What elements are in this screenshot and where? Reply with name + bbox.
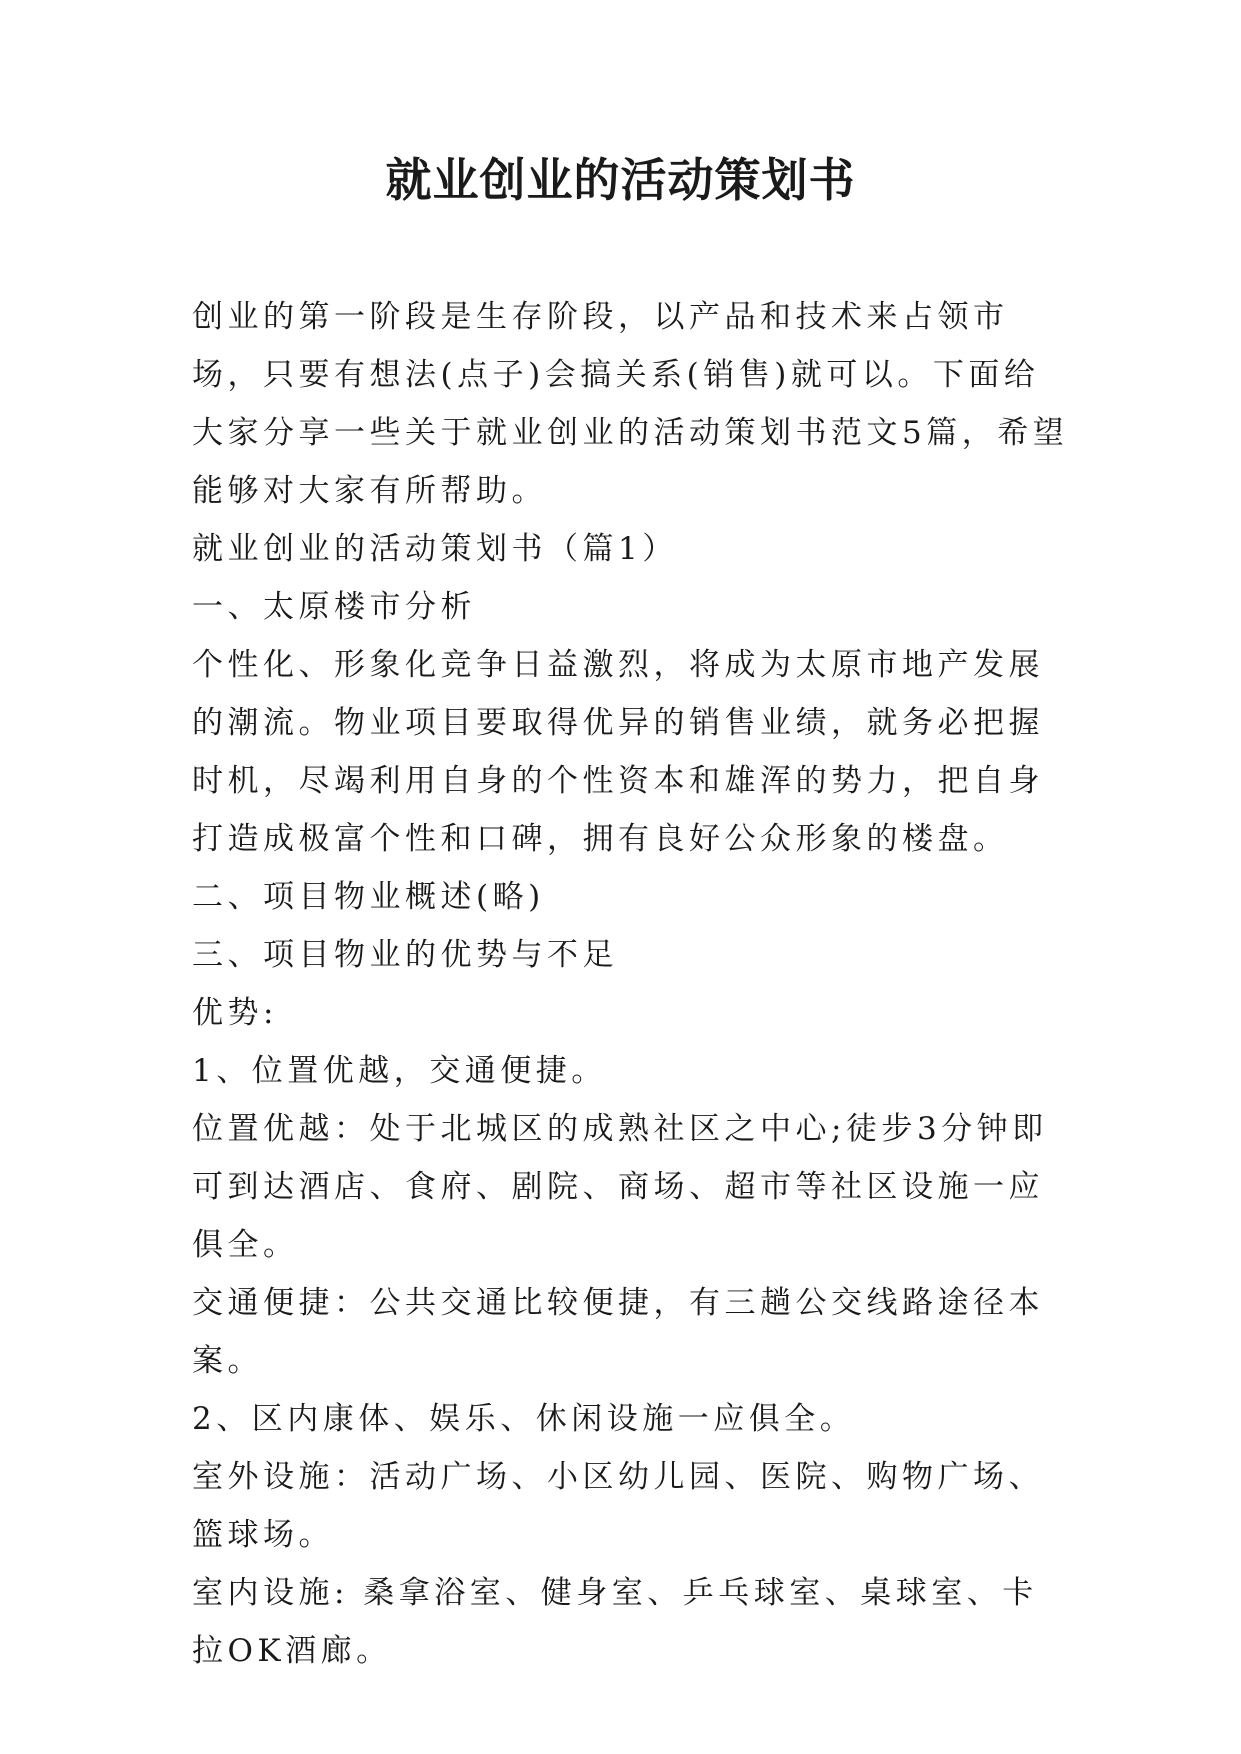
- heading-strengths-weaknesses: 三、项目物业的优势与不足: [192, 937, 618, 973]
- location-paragraph: 位置优越：处于北城区的成熟社区之中心;徒步3分钟即可到达酒店、食府、剧院、商场、超市等社区设施一应俱全。: [192, 1111, 1048, 1263]
- outdoor-facilities-paragraph: 室外设施：活动广场、小区幼儿园、医院、购物广场、篮球场。: [192, 1459, 1044, 1553]
- strength-item-1: 1、位置优越，交通便捷。: [192, 1053, 607, 1089]
- document-body: [192, 288, 1072, 1680]
- indoor-facilities-paragraph: 室内设施: 桑拿浴室、健身室、乒乓球室、桌球室、卡拉OK酒廊。: [192, 1575, 1038, 1669]
- document-title: 就业创业的活动策划书: [385, 153, 856, 207]
- heading-project-overview: 二、项目物业概述(略): [192, 879, 545, 915]
- strength-item-2: 2、区内康体、娱乐、休闲设施一应俱全。: [192, 1401, 856, 1437]
- section-heading-part-1: 就业创业的活动策划书（篇1）: [192, 531, 678, 567]
- heading-market-analysis: 一、太原楼市分析: [192, 589, 476, 625]
- strengths-label: 优势:: [192, 995, 278, 1031]
- market-analysis-paragraph: 个性化、形象化竞争日益激烈，将成为太原市地产发展的潮流。物业项目要取得优异的销售业绩，就务必把握时机，尽竭利用自身的个性资本和雄浑的势力，把自身打造成极富个性和口碑，拥有良好公众形象的楼盘。: [192, 647, 1044, 857]
- transport-paragraph: 交通便捷：公共交通比较便捷，有三趟公交线路途径本案。: [192, 1285, 1044, 1379]
- intro-paragraph: 创业的第一阶段是生存阶段，以产品和技术来占领市场，只要有想法(点子)会搞关系(销售)就可以。下面给大家分享一些关于就业创业的活动策划书范文5篇，希望能够对大家有所帮助。: [192, 299, 1069, 509]
